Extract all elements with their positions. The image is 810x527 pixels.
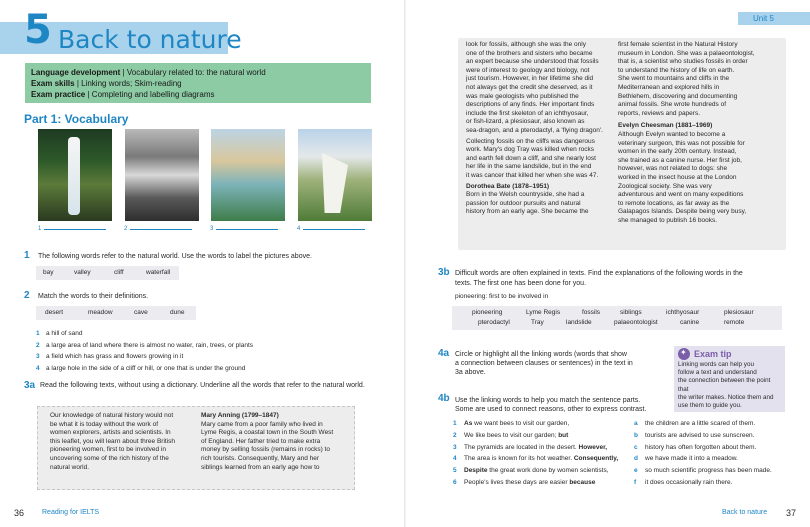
objective-language: Language development | Vocabulary related to: the natural world bbox=[31, 68, 266, 77]
word-box-1 bbox=[36, 266, 179, 280]
question-3b-line-1: Difficult words are often explained in texts. Find the explanations of the following words in the bbox=[455, 270, 743, 277]
word-box-2 bbox=[36, 306, 196, 320]
star-icon bbox=[678, 348, 690, 360]
unit-tab: Unit 5 bbox=[738, 12, 810, 25]
match-item: b tourists are advised to use sunscreen. bbox=[634, 431, 755, 439]
photo-label-blank-1[interactable]: 1 bbox=[38, 226, 106, 232]
photo-bay bbox=[211, 129, 285, 221]
definition-item: 1 a hill of sand bbox=[36, 330, 83, 337]
word-cave: cave bbox=[134, 309, 148, 316]
match-item: 2 We like bees to visit our garden; but bbox=[453, 431, 569, 439]
unit-title: Back to nature bbox=[58, 25, 242, 54]
grid-word: siblings bbox=[620, 309, 642, 316]
definition-item: 4 a large hole in the side of a cliff or hill, or one that is under the ground bbox=[36, 364, 246, 372]
word-desert: desert bbox=[45, 309, 64, 316]
grid-word: canine bbox=[680, 319, 700, 326]
question-number-1: 1 bbox=[24, 250, 30, 261]
question-number-4a: 4a bbox=[438, 348, 450, 359]
question-number-3a: 3a bbox=[24, 380, 36, 391]
question-4b-line-2: Some are used to connect reasons, other to express contrast. bbox=[455, 406, 647, 413]
question-4b-line-1: Use the linking words to help you match the sentence parts. bbox=[455, 397, 641, 404]
match-item: 6 People's lives these days are easier because bbox=[453, 478, 596, 486]
reading-text-box bbox=[37, 406, 355, 490]
match-item: 3 The pyramids are located in the desert. However, bbox=[453, 443, 608, 451]
reading-column-2: Mary Anning (1799–1847) Mary came from a poor family who lived in Lyme Regis, a coastal town in the South West of England. Her father tried to make extra money by selling fossils (remains in rocks) to rich tourists. Consequently, Mary and her siblings learned from an early age how to bbox=[201, 412, 353, 472]
footer-right: Back to nature bbox=[722, 509, 768, 516]
dorothea-bate-heading: Dorothea Bate (1878–1951) bbox=[466, 182, 550, 190]
match-item: c history has often forgotten about them. bbox=[634, 443, 757, 451]
reading-column-1: Our knowledge of natural history would not be what it is today without the work of women explorers, artists and scientists. In this leaflet, you will learn about three British pioneering women, first to be involved in uncovering some of the rich history of the natural world. bbox=[50, 412, 176, 471]
question-number-4b: 4b bbox=[438, 393, 450, 404]
grid-word: pioneering bbox=[472, 309, 503, 316]
evelyn-cheesman-heading: Evelyn Cheesman (1881–1969) bbox=[618, 122, 713, 130]
footer-left: Reading for IELTS bbox=[42, 509, 100, 516]
exam-tip-text: Linking words can help you follow a text and understand the connection between the point that the writer makes. Notice them and use them to guide you. bbox=[678, 361, 774, 410]
question-number-2: 2 bbox=[24, 290, 30, 301]
mary-anning-heading: Mary Anning (1799–1847) bbox=[201, 412, 279, 419]
photo-waterfall bbox=[38, 129, 112, 221]
page-number-right: 37 bbox=[786, 508, 797, 518]
word-cliff: cliff bbox=[114, 269, 124, 276]
page-number-left: 36 bbox=[14, 508, 25, 518]
part-title: Part 1: Vocabulary bbox=[24, 112, 129, 126]
word-dune: dune bbox=[170, 309, 185, 316]
definitions-list bbox=[36, 328, 253, 374]
grid-word: palaeontologist bbox=[614, 319, 658, 326]
word-valley: valley bbox=[74, 269, 91, 276]
objective-skills: Exam skills | Linking words; Skim-reading bbox=[31, 79, 182, 88]
photo-label-blank-4[interactable]: 4 bbox=[297, 226, 365, 232]
exam-tip-title: Exam tip bbox=[694, 349, 732, 359]
question-number-3b: 3b bbox=[438, 267, 450, 278]
question-3b-example: pioneering: first to be involved in bbox=[455, 293, 549, 300]
word-waterfall: waterfall bbox=[146, 269, 171, 276]
match-item: 5 Despite the great work done by women scientists, bbox=[453, 467, 609, 475]
grid-word: ichthyosaur bbox=[666, 309, 700, 316]
match-item: e so much scientific progress has been made. bbox=[634, 467, 772, 475]
match-left-column bbox=[453, 418, 618, 489]
question-3a-text: Read the following texts, without using a dictionary. Underline all the words that refer to the natural world. bbox=[40, 382, 365, 389]
word-meadow: meadow bbox=[88, 309, 113, 316]
match-item: f it does occasionally rain there. bbox=[634, 478, 733, 486]
definition-item: 2 a large area of land where there is almost no water, rain, trees, or plants bbox=[36, 341, 254, 349]
reading-continued-column-2: first female scientist in the Natural History museum in London. She was a palaeontologist, that is, a scientist who studies fossils in order to understand the history of life on earth. She went to mountains and cliffs in the Mediterranean and explored hills in Bethlehem, discovering and documenting animal fossils. She wrote hundreds of reports, reviews and papers. Evelyn Cheesman (1881–1969) Although Evelyn wanted to become a veterinary surgeon, this was not possible for women in the early 20th century. Instead, she trained as a canine nurse. Her first job, however, was not related to dogs: she worked in the insect house at the London Zoological society. She was very adventurous and went on many expeditions to remote locations, as far away as the Galapagos Islands. Despite being very busy, she managed to publish 16 books. bbox=[618, 41, 783, 225]
vocabulary-grid bbox=[452, 306, 782, 330]
objectives-box bbox=[25, 63, 371, 103]
grid-word: Tray bbox=[531, 319, 544, 326]
match-item: 4 The area is known for its hot weather. Consequently, bbox=[453, 455, 619, 463]
grid-word: remote bbox=[724, 319, 745, 326]
photo-valley bbox=[125, 129, 199, 221]
definition-item: 3 a field which has grass and flowers growing in it bbox=[36, 353, 184, 360]
objective-practice: Exam practice | Completing and labelling diagrams bbox=[31, 90, 215, 99]
question-2-text: Match the words to their definitions. bbox=[38, 293, 149, 300]
match-item: 1 As we want bees to visit our garden, bbox=[453, 420, 570, 427]
match-item: d we have made it into a meadow. bbox=[634, 455, 738, 463]
grid-word: plesiosaur bbox=[724, 309, 754, 316]
photo-label-blank-3[interactable]: 3 bbox=[210, 226, 278, 232]
photo-cliff bbox=[298, 129, 372, 221]
question-4a-line-1: Circle or highlight all the linking words (words that show bbox=[455, 351, 627, 358]
grid-word: landslide bbox=[566, 319, 592, 326]
word-bay: bay bbox=[43, 269, 54, 276]
reading-continued-box bbox=[458, 38, 786, 250]
exam-tip-box bbox=[674, 346, 785, 412]
grid-word: fossils bbox=[582, 309, 601, 316]
grid-word: pterodactyl bbox=[478, 319, 510, 326]
question-4a-line-3: 3a above. bbox=[455, 369, 486, 376]
reading-continued-column-1: look for fossils, although she was the only one of the brothers and sisters who became an expert because she understood that fossils were of interest to geology and biology, not just tourism. However, in her lifetime she did not always get the credit she deserved, as it was male geologists who published the descriptions of any finds. Her important finds include the first skeleton of an ichthyosaur, or fish-lizard, a plesiosaur, also known as sea-dragon, and a pterodactyl, a 'flying dragon'. Collecting fossils on the cliffs was dangerous work. Mary's dog Tray was killed when rocks and earth fell down a cliff, and she nearly lost her life in the same landslide, but in the end it was cancer that killed her when she was 47. Dorothea Bate (1878–1951) Born in the Welsh countryside, she had a passion for outdoor pursuits and natural history from an early age. She became the bbox=[466, 41, 624, 217]
question-3b-line-2: texts. The first one has been done for you. bbox=[455, 280, 587, 287]
match-item: a the children are a little scared of them. bbox=[634, 420, 756, 427]
unit-number: 5 bbox=[24, 7, 52, 53]
photo-label-blank-2[interactable]: 2 bbox=[124, 226, 192, 232]
grid-word: Lyme Regis bbox=[526, 309, 561, 316]
question-4a-line-2: a connection between clauses or sentences) in the text in bbox=[455, 360, 633, 367]
question-1-text: The following words refer to the natural world. Use the words to label the pictures above. bbox=[38, 253, 312, 260]
match-right-column bbox=[634, 418, 772, 489]
